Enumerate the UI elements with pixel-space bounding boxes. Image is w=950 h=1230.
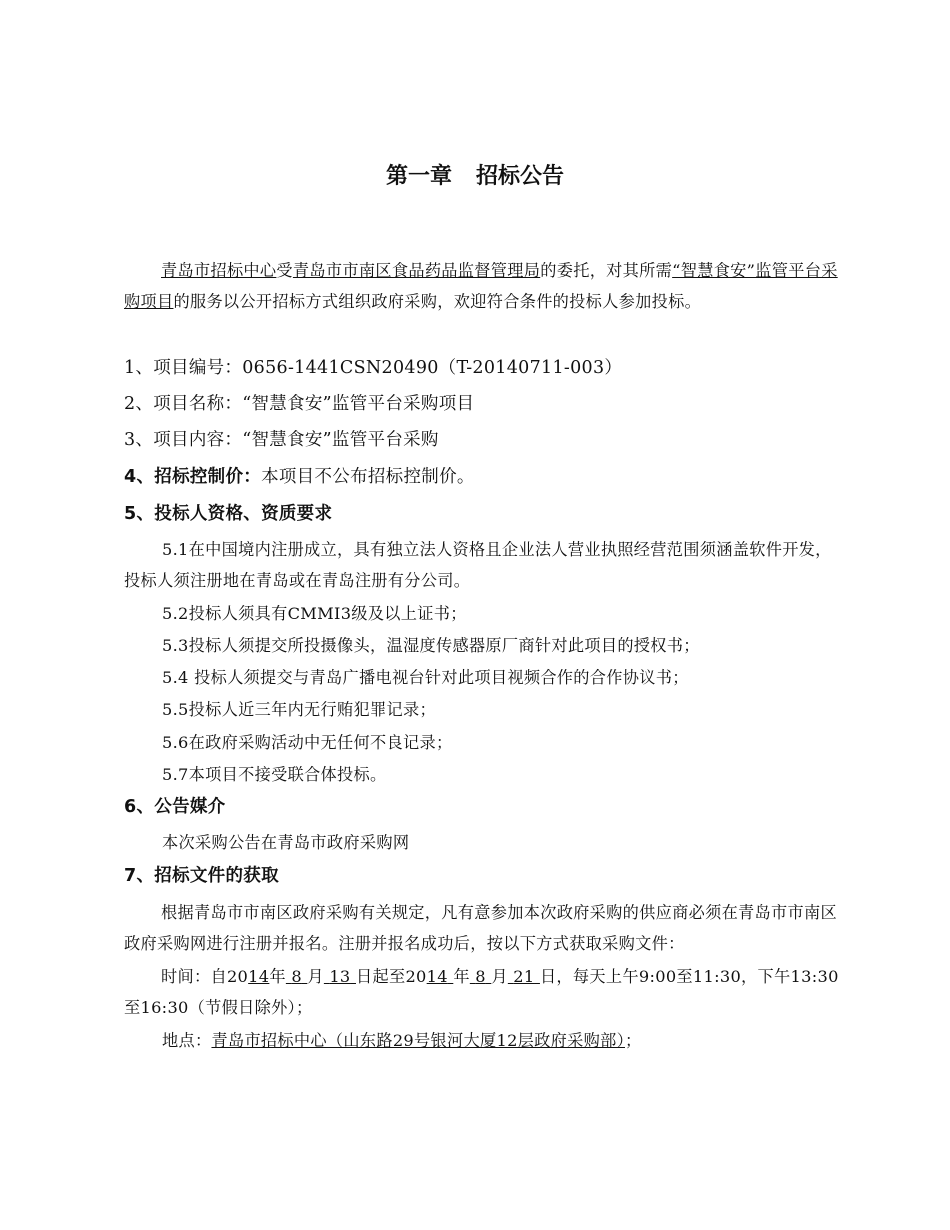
item-qualification-heading	[124, 499, 844, 530]
section-heading: 6、公告媒介	[124, 797, 226, 817]
place-end: ；	[624, 1031, 642, 1050]
item-documents-heading	[124, 861, 844, 892]
intro-text-3: 的服务以公开招标方式组织政府采购，欢迎符合条件的投标人参加投标。	[173, 292, 702, 311]
media-text: 本次采购公告在青岛市政府采购网	[162, 833, 410, 852]
start-year: 14	[248, 967, 270, 986]
time-middle: 日起至20	[355, 967, 427, 986]
project-name: “智慧食安”监管平台采购项目	[124, 261, 838, 311]
item-project-content	[124, 425, 844, 456]
principal-name: 青岛市市南区食品药品监督管理局	[292, 261, 541, 280]
start-day: 13	[329, 967, 351, 986]
item-value: “智慧食安”监管平台采购项目	[242, 394, 475, 414]
month-unit: 月	[491, 967, 508, 986]
time-end: 日，每天上午9:00至11:30，下午13:30至16:30（节假日除外）；	[124, 967, 839, 1017]
place-value: 青岛市招标中心（山东路29号银河大厦12层政府采购部）	[211, 1031, 625, 1050]
qualification-5-1: 5.1在中国境内注册成立，具有独立法人资格且企业法人营业执照经营范围须涵盖软件开发，投标人须注册地在青岛或在青岛注册有分公司。	[124, 540, 832, 590]
intro-text-2: 的委托，对其所需	[540, 261, 673, 280]
item-label: 3、项目内容：	[124, 430, 243, 450]
qualification-5-4: 5.4 投标人须提交与青岛广播电视台针对此项目视频合作的合作协议书；	[162, 668, 689, 687]
place-line	[162, 1025, 852, 1056]
time-paragraph	[124, 961, 844, 1023]
intro-text-1: 受	[276, 261, 293, 280]
item-label: 2、项目名称：	[124, 394, 243, 414]
end-month: 8	[475, 967, 486, 986]
end-year: 14	[426, 967, 448, 986]
qualification-5-5: 5.5投标人近三年内无行贿犯罪记录；	[162, 700, 436, 719]
documents-text: 根据青岛市市南区政府采购有关规定，凡有意参加本次政府采购的供应商必须在青岛市市南区政府采购网进行注册并报名。注册并报名成功后，按以下方式获取采购文件：	[124, 903, 837, 953]
item-project-name	[124, 389, 844, 420]
chapter-number: 第一章	[385, 164, 452, 189]
qualification-5-2: 5.2投标人须具有CMMI3级及以上证书；	[162, 604, 467, 623]
month-unit: 月	[307, 967, 324, 986]
item-media-heading	[124, 792, 844, 823]
chapter-title	[0, 162, 950, 192]
item-value: “智慧食安”监管平台采购	[242, 430, 439, 450]
chapter-name: 招标公告	[476, 164, 565, 189]
year-unit: 年	[269, 967, 286, 986]
end-day: 21	[513, 967, 535, 986]
item-label: 4、招标控制价：	[124, 467, 262, 487]
agency-name: 青岛市招标中心	[161, 261, 277, 280]
item-control-price	[124, 462, 844, 493]
item-value: 本项目不公布招标控制价。	[261, 467, 475, 487]
item-label: 1、项目编号：	[124, 358, 243, 378]
place-label: 地点：	[162, 1031, 212, 1050]
section-heading: 5、投标人资格、资质要求	[124, 504, 333, 524]
time-label: 时间：自20	[161, 967, 249, 986]
qualification-5-6: 5.6在政府采购活动中无任何不良记录；	[162, 733, 453, 752]
section-heading: 7、招标文件的获取	[124, 866, 279, 886]
intro-paragraph	[124, 255, 844, 317]
start-month: 8	[291, 967, 302, 986]
item-project-number	[124, 353, 844, 384]
qualification-5-7: 5.7本项目不接受联合体投标。	[162, 765, 387, 784]
qualification-5-3: 5.3投标人须提交所投摄像头，温湿度传感器原厂商针对此项目的授权书；	[162, 636, 700, 655]
year-unit: 年	[453, 967, 470, 986]
item-value: 0656-1441CSN20490（T-20140711-003）	[242, 358, 623, 378]
